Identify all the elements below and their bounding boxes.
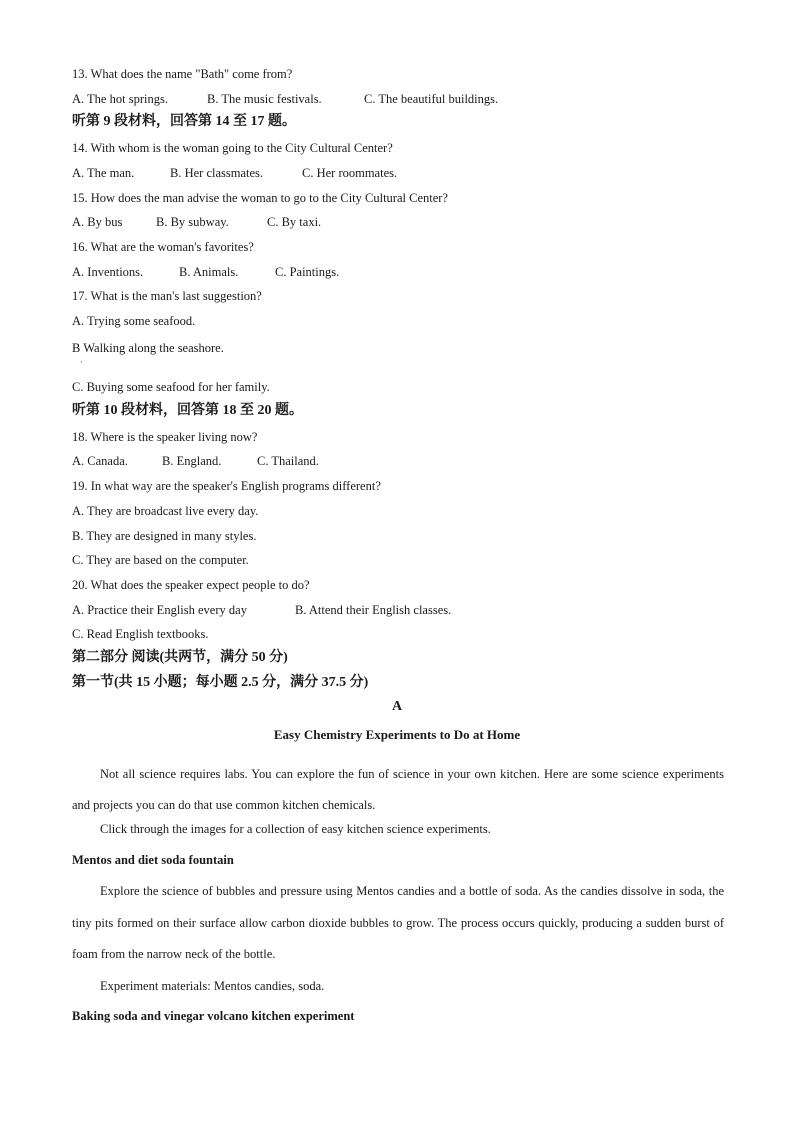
question-17-stem: 17. What is the man's last suggestion? [72,289,262,303]
option-c: C. The beautiful buildings. [364,92,499,106]
option-c: C. Her roommates. [302,166,398,180]
question-13-stem: 13. What does the name "Bath" come from? [72,67,293,81]
option-c: C. Thailand. [257,454,319,468]
option-b: B. Animals. [179,265,239,279]
question-19-option-c: C. They are based on the computer. [72,553,249,567]
option-a: A. The hot springs. [72,92,168,106]
question-17-option-b: B Walking along the seashore. [72,341,224,355]
option-b: B. The music festivals. [207,92,322,106]
option-c: C. Paintings. [275,265,340,279]
question-17-option-c: C. Buying some seafood for her family. [72,380,270,394]
paragraph-3-text: Explore the science of bubbles and pressure using Mentos candies and a bottle of soda. As the candies dissolve in soda, the tiny pits formed on their surface allow carbon dioxide bubbles to grow. The process occurs quickly, producing a sudden burst of foam from the narrow neck of the bottle. [72,884,724,961]
section-heading-9: 听第 9 段材料，回答第 14 至 17 题。 [72,114,296,129]
question-19-option-a: A. They are broadcast live every day. [72,504,259,518]
section-heading-10: 听第 10 段材料，回答第 18 至 20 题。 [72,403,303,418]
option-c: C. By taxi. [267,215,322,229]
section-one-heading: 第一节(共 15 小题；每小题 2.5 分，满分 37.5 分) [72,675,369,690]
option-b: B. Her classmates. [170,166,264,180]
question-19-option-b: B. They are designed in many styles. [72,529,257,543]
stray-dot: · [80,358,83,367]
paragraph-1-text: Not all science requires labs. You can explore the fun of science in your own kitchen. Here are some science experiments and projects you can do that use common kitchen chemicals. [72,767,724,812]
question-16-stem: 16. What are the woman's favorites? [72,240,254,254]
passage-title: Easy Chemistry Experiments to Do at Home [273,727,521,742]
option-b: B. England. [162,454,222,468]
paragraph-1 [72,759,724,821]
passage-letter: A [391,699,403,714]
option-a: A. The man. [72,166,135,180]
question-18-stem: 18. Where is the speaker living now? [72,430,258,444]
option-a: A. Practice their English every day [72,603,247,617]
subheading-mentos: Mentos and diet soda fountain [72,853,234,867]
paragraph-3 [72,876,724,971]
question-15-stem: 15. How does the man advise the woman to go to the City Cultural Center? [72,191,448,205]
question-20-stem: 20. What does the speaker expect people to do? [72,578,310,592]
question-17-option-a: A. Trying some seafood. [72,314,196,328]
question-19-stem: 19. In what way are the speaker's English programs different? [72,479,381,493]
option-b: B. Attend their English classes. [295,603,452,617]
option-a: A. Canada. [72,454,128,468]
option-b: B. By subway. [156,215,229,229]
question-14-stem: 14. With whom is the woman going to the City Cultural Center? [72,141,393,155]
paragraph-2-text: Click through the images for a collection of easy kitchen science experiments. [100,822,491,836]
part-two-heading: 第二部分 阅读(共两节，满分 50 分) [72,650,288,665]
subheading-volcano: Baking soda and vinegar volcano kitchen experiment [72,1009,355,1023]
paragraph-2 [72,821,724,837]
question-20-option-c: C. Read English textbooks. [72,627,209,641]
paragraph-4-text: Experiment materials: Mentos candies, soda. [100,979,325,993]
option-a: A. By bus [72,215,123,229]
option-a: A. Inventions. [72,265,144,279]
paragraph-4 [72,978,724,994]
